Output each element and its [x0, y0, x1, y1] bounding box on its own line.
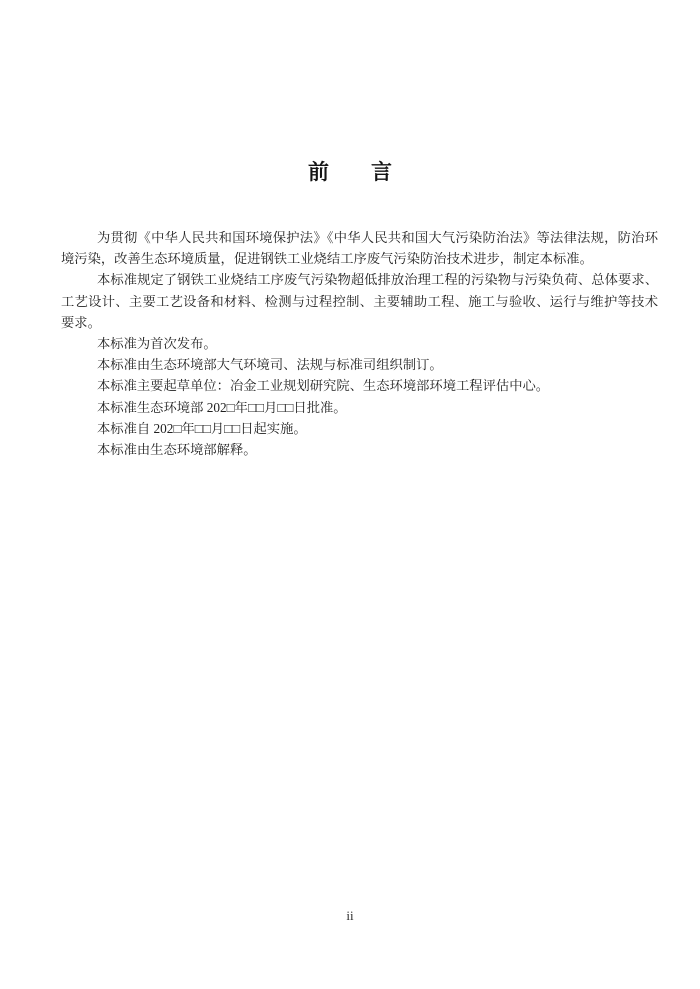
- paragraph-drafting-units: 本标准主要起草单位：冶金工业规划研究院、生态环境部环境工程评估中心。: [97, 378, 550, 394]
- paragraph-purpose: 为贯彻《中华人民共和国环境保护法》《中华人民共和国大气污染防治法》等法律法规，防治环境污染，改善生态环境质量，促进钢铁工业烧结工序废气污染防治技术进步，制定本标准。: [61, 230, 658, 267]
- paragraph-interpretation: 本标准由生态环境部解释。: [97, 442, 257, 458]
- page-number: ii: [346, 908, 354, 923]
- page-footer: [0, 908, 700, 924]
- document-title: 前 言: [308, 161, 392, 184]
- paragraph-organizing-departments: 本标准由生态环境部大气环境司、法规与标准司组织制订。: [97, 357, 443, 373]
- paragraph-first-release: 本标准为首次发布。: [97, 336, 217, 352]
- paragraph-implementation-date: 本标准自 202□年□□月□□日起实施。: [97, 420, 307, 436]
- document-body: [61, 227, 658, 460]
- paragraph-approval-date: 本标准生态环境部 202□年□□月□□日批准。: [97, 399, 347, 415]
- paragraph-scope: 本标准规定了钢铁工业烧结工序废气污染物超低排放治理工程的污染物与污染负荷、总体要求、工艺设计、主要工艺设备和材料、检测与过程控制、主要辅助工程、施工与验收、运行与维护等技术要求。: [61, 272, 658, 330]
